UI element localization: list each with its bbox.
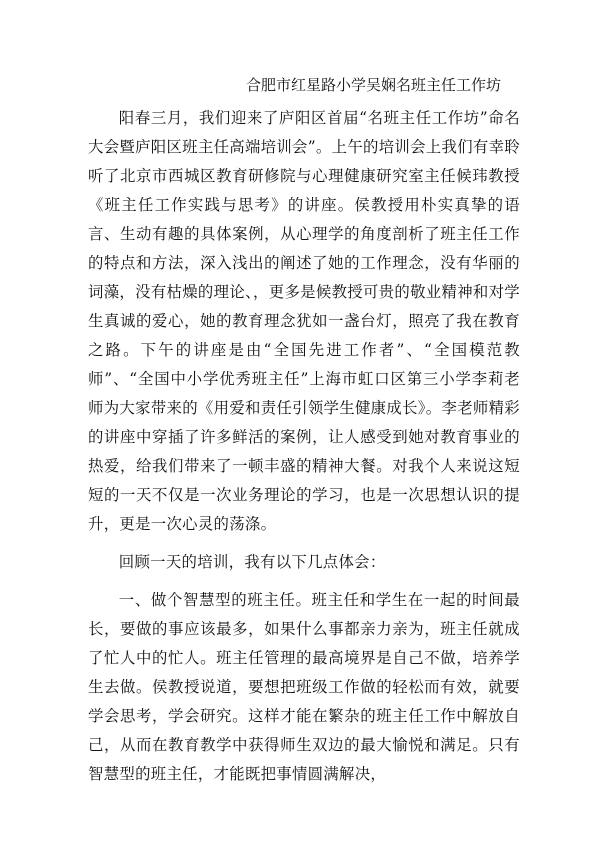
paragraph-1: 阳春三月，我们迎来了庐阳区首届“名班主任工作坊”命名大会暨庐阳区班主任高端培训会”。上午的培训会上我们有幸聆听了北京市西城区教育研修院与心理健康研究室主任候玮教授《班主任工作实践与思考》的讲座。侯教授用朴实真挚的语言、生动有趣的具体案例，从心理学的角度剖析了班主任工作的特点和方法，深入浅出的阐述了她的工作理念，没有华丽的词藻，没有枯燥的理论、，更多是候教授可贵的敬业精神和对学生真诚的爱心，她的教育理念犹如一盏台灯，照亮了我在教育之路。下午的讲座是由“全国先进工作者”、“全国模范教师”、“全国中小学优秀班主任”上海市虹口区第三小学李莉老师为大家带来的《用爱和责任引领学生健康成长》。李老师精彩的讲座中穿插了许多鲜活的案例，让人感受到她对教育事业的热爱，给我们带来了一顿丰盛的精神大餐。对我个人来说这短短的一天不仅是一次业务理论的学习，也是一次思想认识的提升，更是一次心灵的荡涤。 [88,109,520,533]
paragraph-3: 一、做个智慧型的班主任。班主任和学生在一起的时间最长，要做的事应该最多，如果什么事都亲力亲为，班主任就成了忙人中的忙人。班主任管理的最高境界是自己不做，培养学生去做。侯教授说道，要想把班级工作做的轻松而有效，就要学会思考，学会研究。这样才能在繁杂的班主任工作中解放自己，从而在教育教学中获得师生双边的最大愉悦和满足。只有智慧型的班主任，才能既把事情圆满解决， [88,591,520,783]
document-title: 合肥市红星路小学吴娴名班主任工作坊 [246,76,502,94]
paragraph-2: 回顾一天的培训，我有以下几点体会： [118,553,386,571]
document-body [88,104,520,798]
